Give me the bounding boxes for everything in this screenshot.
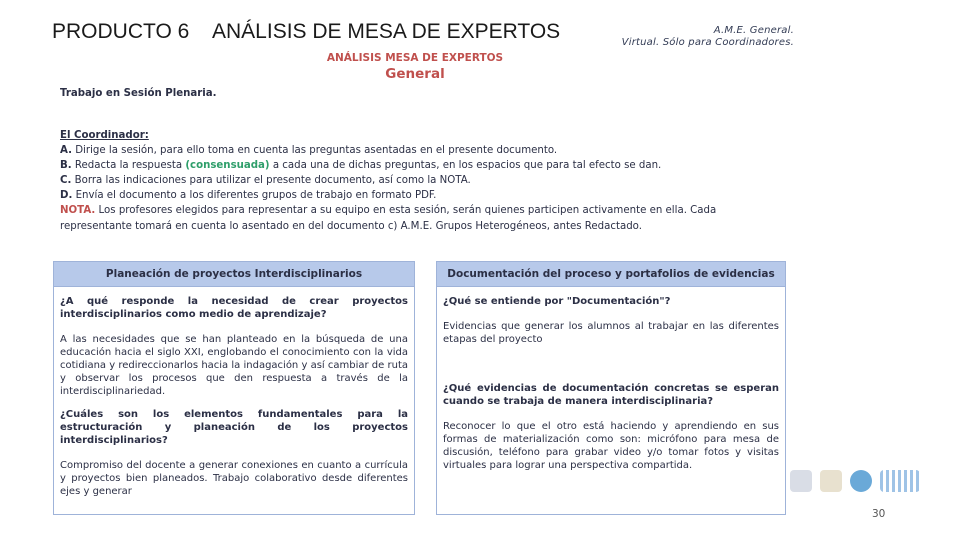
panel-documentation-portfolio xyxy=(436,261,786,515)
step-key: B. xyxy=(60,160,72,171)
step-text: Dirige la sesión, para ello toma en cuenta las preguntas asentadas en el presente documento. xyxy=(75,145,558,156)
seal-logo xyxy=(790,470,812,492)
answer[interactable]: Compromiso del docente a generar conexiones en cuanto a currícula y proyectos bien planeados. Trabajo colaborativo desde diferentes ejes y generar xyxy=(60,460,408,497)
question: ¿A qué responde la necesidad de crear proyectos interdisciplinarios como medio de aprendizaje? xyxy=(60,296,408,320)
step-text: Redacta la respuesta xyxy=(74,160,186,171)
fifty-years-logo xyxy=(820,470,842,492)
slide-title-product: PRODUCTO 6 xyxy=(52,20,190,43)
answer[interactable]: Reconocer lo que el otro está haciendo y aprendiendo en sus formas de materialización como son: micrófono para mesa de discusión, teléfono para grabar video y/o tomar fotos y visitas virtuales para lograr una perspectiva compartida. xyxy=(443,421,779,471)
step-text: Borra las indicaciones para utilizar el presente documento, así como la NOTA. xyxy=(74,175,471,186)
step-b xyxy=(60,158,661,173)
panel-body xyxy=(54,287,414,498)
step-text: Envía el documento a los diferentes grupos de trabajo en formato PDF. xyxy=(75,190,437,201)
header-right-line-1: A.M.E. General. xyxy=(713,25,794,36)
note-block xyxy=(60,203,760,235)
plenary-heading: Trabajo en Sesión Plenaria. xyxy=(60,88,217,99)
document-title: ANÁLISIS MESA DE EXPERTOS xyxy=(326,52,504,64)
coordinator-steps xyxy=(60,128,661,203)
note-text: Los profesores elegidos para representar a su equipo en esta sesión, serán quienes participen activamente en ella. Cada representante tomará en cuenta lo asentado en del documento c) A.M.E. Grupos Heterogéneos, antes Redactado. xyxy=(60,205,717,232)
answer[interactable]: Evidencias que generar los alumnos al trabajar en las diferentes etapas del proyecto xyxy=(443,321,779,345)
question: ¿Cuáles son los elementos fundamentales para la estructuración y planeación de los proyectos interdisciplinarios? xyxy=(60,409,408,446)
header-right-note xyxy=(622,25,794,49)
panel-interdisciplinary-projects xyxy=(53,261,415,515)
note-label: NOTA. xyxy=(60,205,96,216)
panel-header: Planeación de proyectos Interdisciplinarios xyxy=(54,262,414,287)
panel-body xyxy=(437,287,785,472)
answer[interactable]: A las necesidades que se han planteado en la búsqueda de una educación hacia el siglo XXI, englobando el conocimiento con la vida cotidiana y redireccionarlos hacia la indagación y así cambiar de ruta y observar los procesos que den respuesta a través de la interdisciplinariedad. xyxy=(60,334,408,397)
page-number: 30 xyxy=(872,508,886,520)
step-d xyxy=(60,188,661,203)
institution-logos xyxy=(790,470,920,492)
header-right-line-2: Virtual. Sólo para Coordinadores. xyxy=(621,37,794,48)
slide-title-analysis: ANÁLISIS DE MESA DE EXPERTOS xyxy=(212,20,561,43)
consensus-highlight: (consensuada) xyxy=(185,160,270,171)
question: ¿Qué evidencias de documentación concretas se esperan cuando se trabaja de manera interdisciplinaria? xyxy=(443,383,779,407)
coordinator-heading: El Coordinador: xyxy=(60,130,149,141)
step-text: a cada una de dichas preguntas, en los espacios que para tal efecto se dan. xyxy=(269,160,662,171)
unit-logo xyxy=(850,470,872,492)
step-c xyxy=(60,173,661,188)
panel-header: Documentación del proceso y portafolios de evidencias xyxy=(437,262,785,287)
stripes-logo xyxy=(880,470,920,492)
document-subtitle: General xyxy=(385,66,445,82)
step-a xyxy=(60,143,661,158)
step-key: C. xyxy=(60,175,72,186)
step-key: D. xyxy=(60,190,73,201)
step-key: A. xyxy=(60,145,72,156)
question: ¿Qué se entiende por "Documentación"? xyxy=(443,296,671,307)
